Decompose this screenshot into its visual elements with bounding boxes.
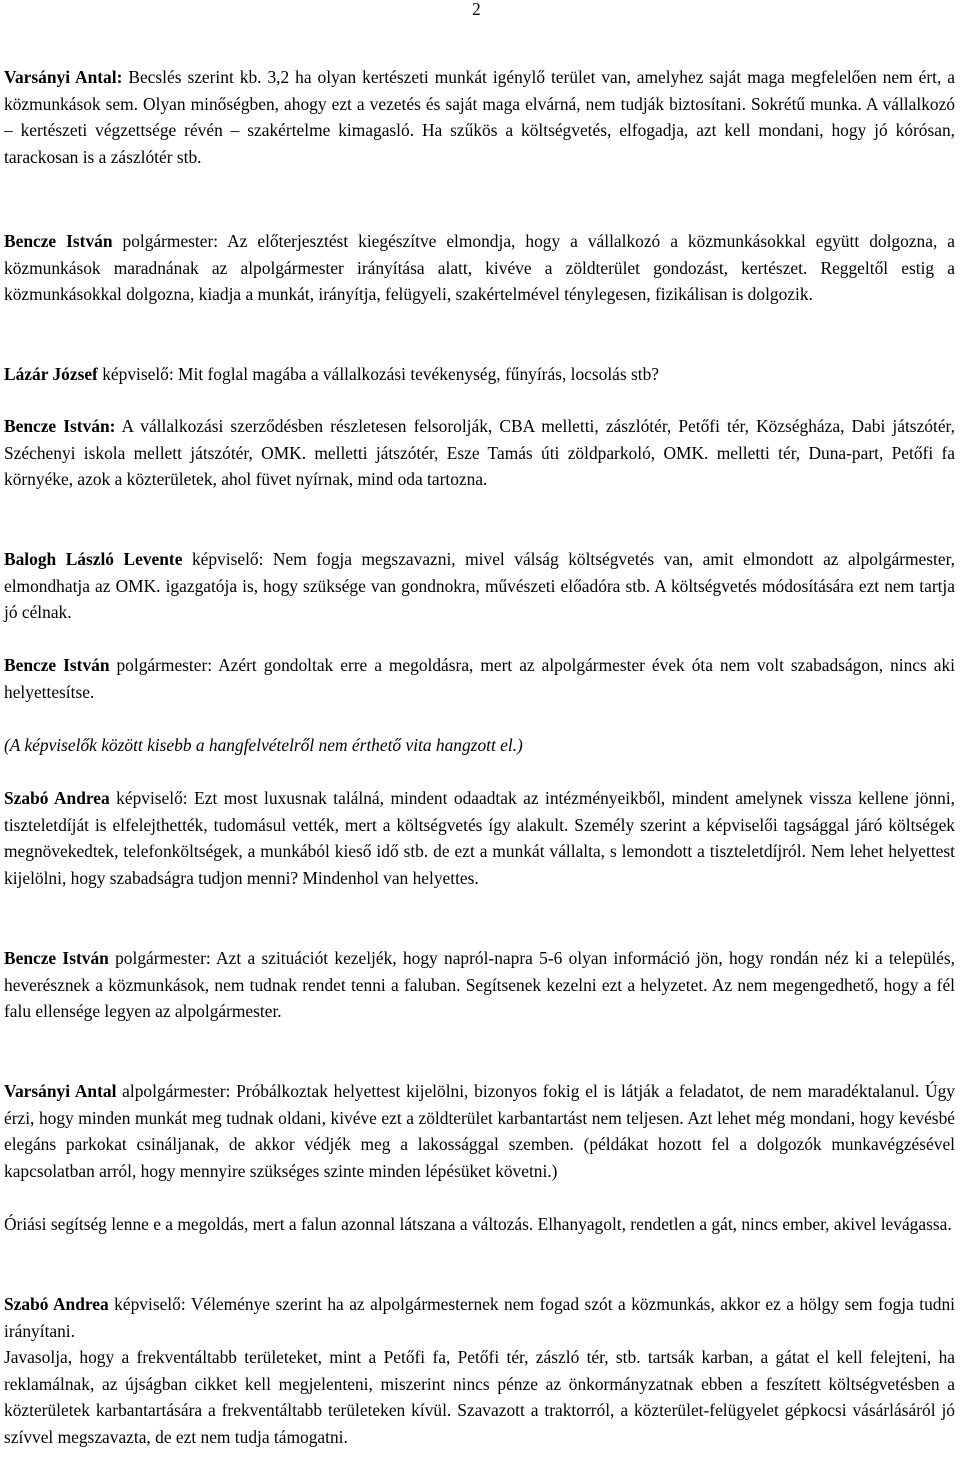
- paragraph-bencze-2: [4, 413, 955, 493]
- speaker-name: Bencze István: [4, 948, 109, 968]
- paragraph-text: alpolgármester: Próbálkoztak helyettest kijelölni, bizonyos fokig el is látják a feladatot, de nem maradéktalanul. Úgy érzi, hogy minden munkát meg tudnak oldani, kivéve ezt a zöldterület karbantartást nem teljesen. Azt lehet még mondani, hogy kevésbé elegáns parkokat csináljanak, de akkor védjék meg a lakossággal szemben. (példákat hozott fel a dolgozók munkavégzésével kapcsolatban arról, hogy mennyire szükséges szinte minden lépésüket követni.): [4, 1081, 955, 1181]
- speaker-name: Bencze István: [4, 655, 110, 675]
- paragraph-text: polgármester: Azt a szituációt kezeljék, hogy napról-napra 5-6 olyan információ jön, hogy rondán néz ki a település, heverésznek a közmunkások, nem tudnak rendet tenni a faluban. Segítsenek kezelni ezt a helyzetet. Az nem megengedhető, hogy a fél falu ellensége legyen az alpolgármester.: [4, 948, 955, 1021]
- paragraph-javasolja: [4, 1344, 955, 1450]
- speaker-name: Szabó Andrea: [4, 788, 110, 808]
- paragraph-text: Javasolja, hogy a frekventáltabb területeket, mint a Petőfi fa, Petőfi tér, zászló tér, stb. tartsák karban, a gátat el kell felejteni, ha reklamálnak, az újságban cikket kell megjelenteni, miszerint nincs pénze az önkormányzatnak ebben a feszített költségvetésben a közterületek karbantartására a frekventáltabb területeken kívül. Szavazott a traktorról, a közterület-felügyelet gépkocsi vásárlásáról jó szívvel megszavazta, de ezt nem tudja támogatni.: [4, 1347, 955, 1447]
- italic-note: (A képviselők között kisebb a hangfelvételről nem érthető vita hangzott el.): [4, 735, 523, 755]
- paragraph-text: Becslés szerint kb. 3,2 ha olyan kertészeti munkát igénylő terület van, amelyhez saját maga megfelelően nem ért, a közmunkások sem. Olyan minőségben, ahogy ezt a vezetés és saját maga elvárná, nem tudják biztosítani. Sokrétű munka. A vállalkozó – kertészeti végzettsége révén – szakértelme kimagasló. Ha szűkös a költségvetés, elfogadja, azt kell mondani, hogy jó kórósan, tarackosan is a zászlótér stb.: [4, 67, 955, 167]
- paragraph-text: képviselő: Véleménye szerint ha az alpolgármesternek nem fogad szót a közmunkás, akkor ez a hölgy sem fogja tudni irányítani.: [4, 1294, 956, 1341]
- paragraph-lazar: [4, 361, 955, 388]
- paragraph-text: képviselő: Ezt most luxusnak találná, mindent odaadtak az intézményeikből, mindent amelynek vissza kellene jönni, tiszteletdíját is elfelejthették, tudomásul vették, mert a költségvetés így alakult. Személy szerint a képviselői tagsággal járó költségek megnövekedtek, telefonköltségek, a munkából kieső idő stb. de ezt a munkát vállalta, s lemondott a tiszteletdíjról. Nem lehet helyettest kijelölni, hogy szabadságra tudjon menni? Mindenhol van helyettes.: [4, 788, 956, 888]
- speaker-name: Varsányi Antal: [4, 1081, 117, 1101]
- paragraph-text: polgármester: Azért gondoltak erre a megoldásra, mert az alpolgármester évek óta nem volt szabadságon, nincs aki helyettesítse.: [4, 655, 955, 702]
- paragraph-text: polgármester: Az előterjesztést kiegészítve elmondja, hogy a vállalkozó a közmunkásokkal együtt dolgozna, a közmunkások maradnának az alpolgármester irányítása alatt, kivéve a zöldterület gondozást, kertészet. Reggeltől estig a közmunkásokkal dolgozna, kiadja a munkát, irányítja, felügyeli, szakértelmével ténylegesen, fizikálisan is dolgozik.: [4, 231, 955, 304]
- paragraph-text: A vállalkozási szerződésben részletesen felsorolják, CBA melletti, zászlótér, Petőfi tér, Községháza, Dabi játszótér, Széchenyi iskola mellett játszótér, OMK. melletti játszótér, Esze Tamás úti zöldparkoló, OMK. melletti tér, Duna-part, Petőfi fa környéke, azok a közterületek, ahol füvet nyírnak, mind oda tartozna.: [4, 416, 955, 489]
- paragraph-text: képviselő: Mit foglal magába a vállalkozási tevékenység, fűnyírás, locsolás stb?: [97, 364, 660, 384]
- paragraph-varsanyi-1: [4, 64, 955, 170]
- paragraph-szabo-1: [4, 785, 955, 891]
- paragraph-bencze-3: [4, 652, 955, 705]
- speaker-name: Bencze István: [4, 231, 113, 251]
- speaker-name: Balogh László Levente: [4, 549, 183, 569]
- paragraph-text: Óriási segítség lenne e a megoldás, mert a falun azonnal látszana a változás. Elhanyagolt, rendetlen a gát, nincs ember, akivel levágassa.: [4, 1214, 952, 1234]
- paragraph-note: [4, 732, 955, 759]
- paragraph-bencze-4: [4, 945, 955, 1025]
- speaker-name: Bencze István:: [4, 416, 116, 436]
- paragraph-text: képviselő: Nem fogja megszavazni, mivel válság költségvetés van, amit elmondott az alpolgármester, elmondhatja az OMK. igazgatója is, hogy szüksége van gondnokra, művészeti előadóra stb. A költségvetés módosítására ezt nem tartja jó célnak.: [4, 549, 956, 622]
- paragraph-balogh: [4, 546, 955, 626]
- paragraph-szabo-2: [4, 1291, 955, 1344]
- paragraph-continuation: [4, 1211, 955, 1238]
- speaker-name: Lázár József: [4, 364, 98, 384]
- paragraph-varsanyi-2: [4, 1078, 955, 1184]
- page-number: 2: [472, 0, 481, 19]
- speaker-name: Varsányi Antal:: [4, 67, 123, 87]
- paragraph-bencze-1: [4, 228, 955, 308]
- speaker-name: Szabó Andrea: [4, 1294, 109, 1314]
